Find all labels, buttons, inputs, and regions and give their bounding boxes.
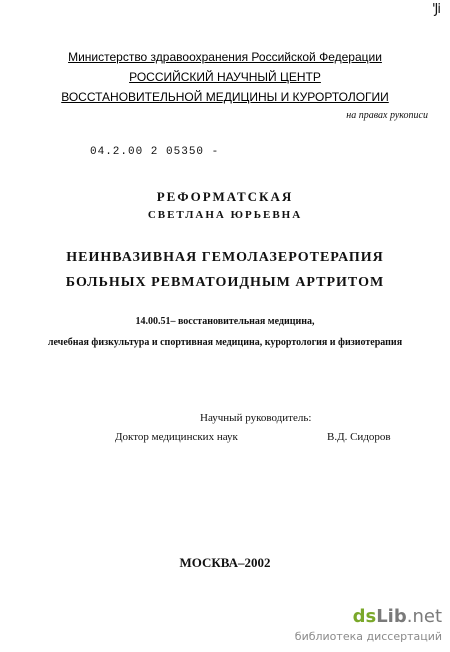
center-line: РОССИЙСКИЙ НАУЧНЫЙ ЦЕНТР <box>129 70 321 84</box>
specialty-line1: 14.00.51– восстановительная медицина, <box>135 316 315 327</box>
dslib-subtitle: библиотека диссертаций <box>294 630 442 643</box>
center-subline: ВОССТАНОВИТЕЛЬНОЙ МЕДИЦИНЫ И КУРОРТОЛОГИИ <box>61 90 389 104</box>
supervisor-degree: Доктор медицинских наук <box>115 431 238 443</box>
ministry-line: Министерство здравоохранения Российской Федерации <box>68 50 382 64</box>
dslib-logo: dsLib.net <box>352 606 442 627</box>
author-surname: РЕФОРМАТСКАЯ <box>156 189 294 204</box>
manuscript-rights: на правах рукописи <box>346 110 428 121</box>
supervisor-name: В.Д. Сидоров <box>327 431 391 443</box>
thesis-title-line2: БОЛЬНЫХ РЕВМАТОИДНЫМ АРТРИТОМ <box>65 275 385 290</box>
corner-mark: 'Ji <box>431 2 440 17</box>
city-year: МОСКВА–2002 <box>179 555 271 570</box>
dslib-watermark[interactable] <box>292 606 442 646</box>
thesis-title-line1: НЕИНВАЗИВНАЯ ГЕМОЛАЗЕРОТЕРАПИЯ <box>66 250 384 265</box>
specialty-line2: лечебная физкультура и спортивная медицина, курортология и физиотерапия <box>47 337 403 348</box>
supervisor-label: Научный руководитель: <box>200 412 312 424</box>
registry-code: 04.2.00 2 05350 - <box>90 146 220 158</box>
author-name: СВЕТЛАНА ЮРЬЕВНА <box>147 209 303 221</box>
